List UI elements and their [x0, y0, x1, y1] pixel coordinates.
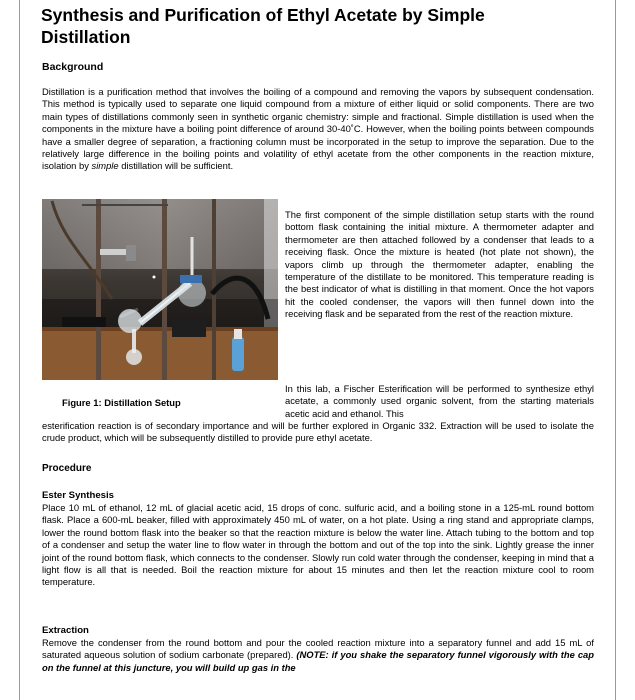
background-paragraph — [42, 86, 594, 173]
distillation-setup-photo — [42, 199, 278, 380]
background-text-end: distillation will be sufficient. — [118, 160, 234, 172]
procedure-heading: Procedure — [42, 463, 92, 474]
ester-synthesis-paragraph: Place 10 mL of ethanol, 12 mL of glacial acetic acid, 15 drops of conc. sulfuric acid, and a boiling stone in a 125-mL round bottom flask. Place a 600-mL beaker, filled with approximately 450 mL of water, on a hot plate. Using a ring stand and appropriate clamps, lower the round bottom flask into the beaker so that the reaction mixture is below the water line. Attach tubing to the bottom and top of a condenser and setup the water line to flow water in through the bottom and out of the top into the sink. Lightly grease the inner joint of the round bottom flask, which connects to the condenser. Slowly run cold water through the condenser, keeping in mind that a light flow is all that is needed. Boil the reaction mixture for about 15 minutes and then let the reaction mixture cool to room temperature. — [42, 502, 594, 588]
background-text-start: Distillation is a purification method that involves the boiling of a compound and removing the vapors by subsequent condensation. This method is typically used to separate one liquid compound from a mixture of either liquid or solid components. There are two main types of distillations commonly seen in synthetic organic chemistry: simple and fractional. Simple distillation is used when the components in the mixture have a boiling point difference of around 30-40˚C. However, when the boiling points between compounds have a smaller degree of separation, a fractioning column must be incorporated in the setup to improve the separation. Due to the relatively large difference in the boiling points and volatility of ethyl acetate from the other components in the reaction mixture, isolation by — [42, 86, 594, 172]
setup-description: The first component of the simple distillation setup starts with the round bottom flask containing the initial mixture. A thermometer adapter and thermometer are then attached followed by a condenser that leads to a receiving flask. Once the mixture is heated (hot plate not shown), the vapors climb up through the thermometer adapter, enabling the temperature of the distillate to be monitored. This temperature reading is the best indicator of what is distilling in that moment. Once the hot vapors hit the cooled condenser, the vapors will then funnel down into the receiving flask and be separated from the rest of the reaction mixture. — [285, 209, 594, 320]
lab-intro-wrapped: In this lab, a Fischer Esterification will be performed to synthesize ethyl acetate, a commonly used organic solvent, from the starting materials acetic acid and ethanol. This — [285, 383, 594, 419]
background-emphasis: simple — [91, 160, 119, 172]
page-title: Synthesis and Purification of Ethyl Acetate by Simple Distillation — [41, 5, 485, 47]
extraction-heading: Extraction — [42, 625, 89, 636]
extraction-paragraph — [42, 637, 594, 674]
lab-intro-continued: esterification reaction is of secondary importance and will be further explored in Organic 332. Extraction will be used to isolate the crude product, which will be subsequently distilled to provide pure ethyl acetate. — [42, 420, 594, 444]
ester-synthesis-heading: Ester Synthesis — [42, 490, 114, 501]
extraction-text: Remove the condenser from the round bottom and pour the cooled reaction mixture into a separatory funnel and add 15 mL of saturated aqueous solution of sodium carbonate (prepared). — [42, 637, 594, 661]
document-page — [19, 0, 616, 700]
figure-caption: Figure 1: Distillation Setup — [62, 397, 181, 408]
background-heading: Background — [42, 61, 104, 73]
extraction-note: (NOTE: if you shake the separatory funnel vigorously with the cap on the funnel at this juncture, you will build up gas in the — [42, 649, 594, 673]
